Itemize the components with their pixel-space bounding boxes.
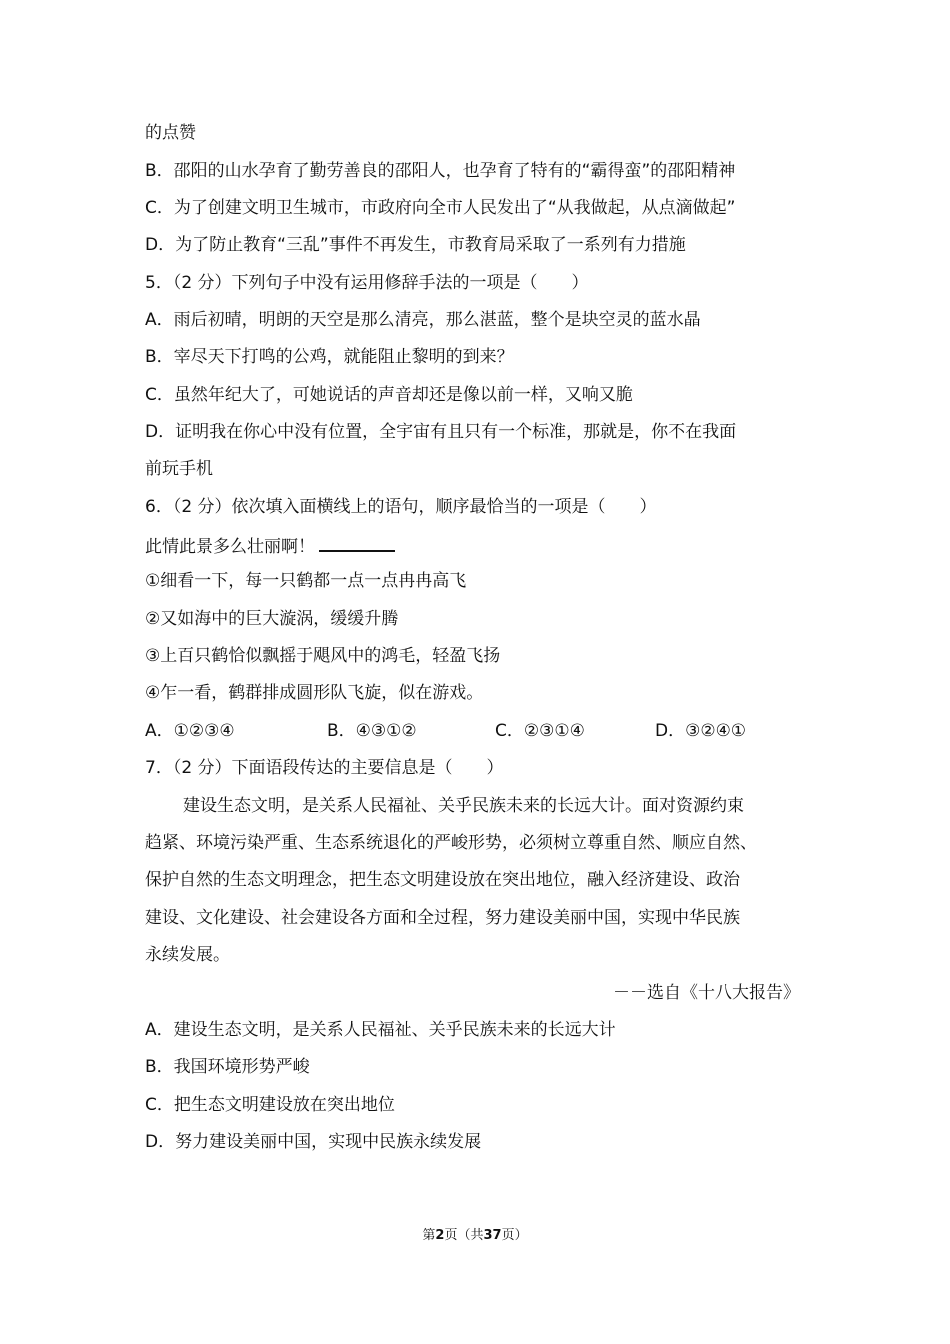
q4-option-d: D．为了防止教育“三乱”事件不再发生，市教育局采取了一系列有力措施 (145, 235, 686, 255)
q6-sentence-1: ①细看一下，每一只鹤都一点一点冉冉高飞 (145, 571, 467, 591)
q6-option-a: A．①②③④ (145, 721, 235, 741)
q5-option-c: C．虽然年纪大了，可她说话的声音却还是像以前一样，又响又脆 (145, 385, 633, 405)
q7-option-c: C．把生态文明建设放在突出地位 (145, 1095, 395, 1115)
q6-lead (145, 532, 395, 559)
q7-passage-line-3: 保护自然的生态文明理念，把生态文明建设放在突出地位，融入经济建设、政治 (145, 870, 740, 890)
q6-stem: 6．（2 分）依次填入面横线上的语句，顺序最恰当的一项是（ ） (145, 497, 657, 517)
page-footer (0, 1227, 950, 1245)
footer-mid: 页（共 (444, 1228, 484, 1243)
q7-source: －－选自《十八大报告》 (613, 983, 800, 1003)
footer-page-number: 2 (435, 1228, 445, 1243)
answer-blank (319, 532, 395, 552)
q6-sentence-3: ③上百只鹤恰似飘摇于飓风中的鸿毛，轻盈飞扬 (145, 646, 501, 666)
q7-passage-line-4: 建设、文化建设、社会建设各方面和全过程，努力建设美丽中国，实现中华民族 (145, 908, 740, 928)
q4-option-a-tail: 的点赞 (145, 123, 196, 143)
q7-stem: 7．（2 分）下面语段传达的主要信息是（ ） (145, 758, 504, 778)
q6-option-c: C．②③①④ (495, 721, 585, 741)
q7-passage-line-5: 永续发展。 (145, 945, 230, 965)
q7-passage-line-2: 趋紧、环境污染严重、生态系统退化的严峻形势，必须树立尊重自然、顺应自然、 (145, 833, 757, 853)
footer-prefix: 第 (422, 1228, 436, 1243)
q7-option-d: D．努力建设美丽中国，实现中民族永续发展 (145, 1132, 482, 1152)
q7-option-a: A．建设生态文明，是关系人民福祉、关乎民族未来的长远大计 (145, 1020, 616, 1040)
footer-suffix: 页） (501, 1228, 528, 1243)
q6-sentence-4: ④乍一看，鹤群排成圆形队飞旋，似在游戏。 (145, 683, 484, 703)
q7-option-b: B．我国环境形势严峻 (145, 1057, 310, 1077)
q6-lead-text: 此情此景多么壮丽啊！ (145, 537, 315, 557)
q6-option-d: D．③②④① (655, 721, 747, 741)
q5-option-a: A．雨后初晴，明朗的天空是那么清亮，那么湛蓝，整个是块空灵的蓝水晶 (145, 310, 701, 330)
q5-stem: 5．（2 分）下列句子中没有运用修辞手法的一项是（ ） (145, 273, 589, 293)
q6-sentence-2: ②又如海中的巨大漩涡，缓缓升腾 (145, 609, 399, 629)
q6-option-b: B．④③①② (327, 721, 417, 741)
q4-option-c: C．为了创建文明卫生城市，市政府向全市人民发出了“从我做起，从点滴做起” (145, 198, 736, 218)
q5-option-b: B．宰尽天下打鸣的公鸡，就能阻止黎明的到来？ (145, 347, 514, 367)
q7-passage-line-1: 建设生态文明，是关系人民福祉、关乎民族未来的长远大计。面对资源约束 (183, 796, 744, 816)
q5-option-d: D．证明我在你心中没有位置，全宇宙有且只有一个标准，那就是，你不在我面 (145, 422, 737, 442)
q4-option-b: B．邵阳的山水孕育了勤劳善良的邵阳人，也孕育了特有的“霸得蛮”的邵阳精神 (145, 161, 736, 181)
footer-total-pages: 37 (483, 1228, 502, 1243)
q5-option-d-cont: 前玩手机 (145, 459, 213, 479)
